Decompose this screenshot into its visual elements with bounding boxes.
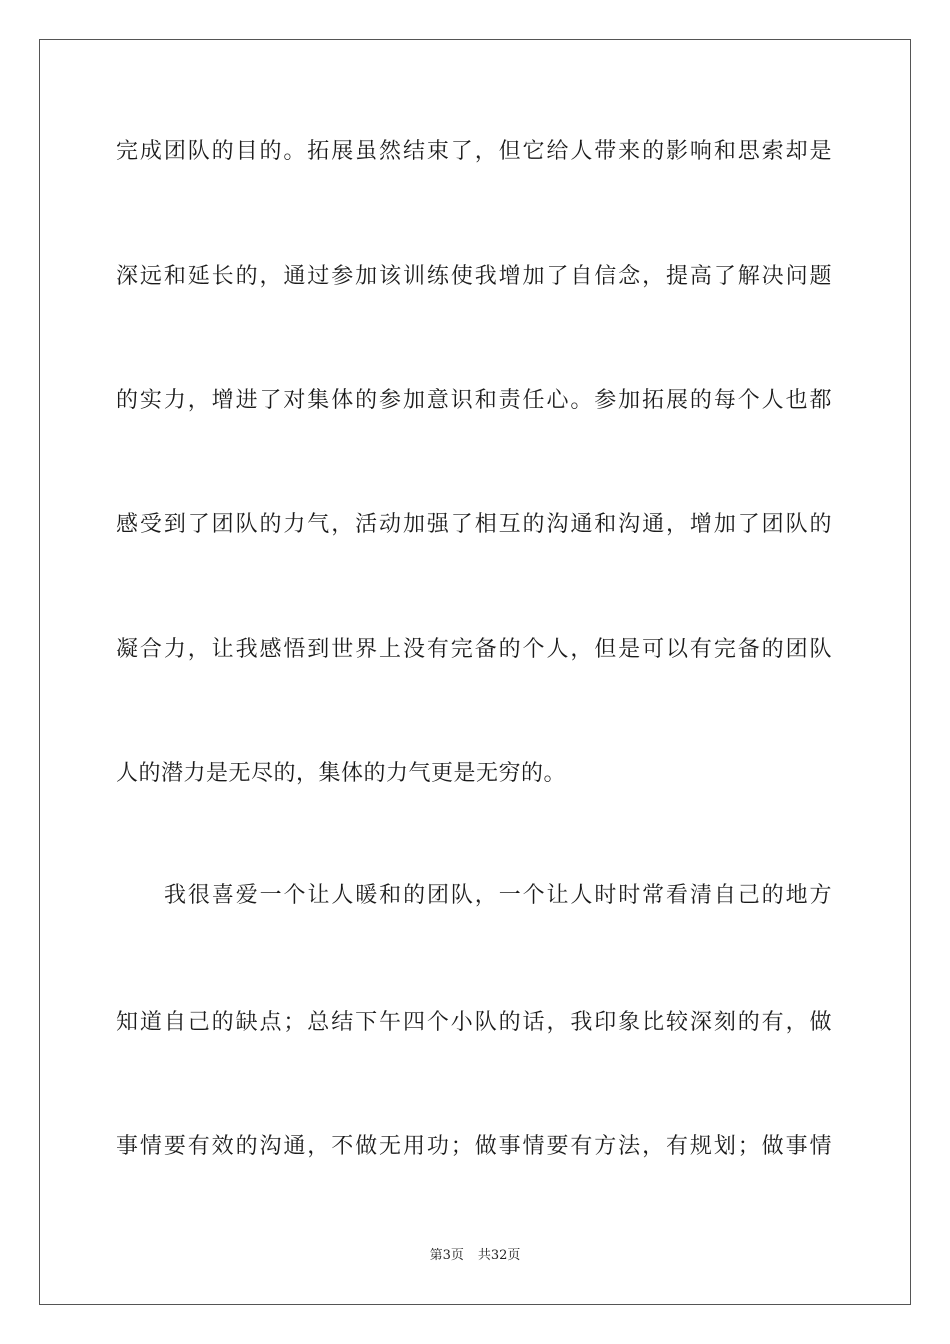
- text-line: 深远和延长的，通过参加该训练使我增加了自信念，提高了解决问题: [116, 264, 832, 289]
- text-line: 的实力，增进了对集体的参加意识和责任心。参加拓展的每个人也都: [116, 388, 832, 413]
- text-line: 完成团队的目的。拓展虽然结束了，但它给人带来的影响和思索却是: [116, 139, 832, 164]
- text-line: 感受到了团队的力气，活动加强了相互的沟通和沟通，增加了团队的: [116, 512, 832, 537]
- page-border: [39, 39, 911, 1305]
- text-line: 凝合力，让我感悟到世界上没有完备的个人，但是可以有完备的团队: [116, 637, 832, 662]
- page-number: 第3页: [429, 1248, 464, 1263]
- text-line: 人的潜力是无尽的，集体的力气更是无穷的。: [116, 761, 567, 786]
- page-total: 共32页: [477, 1248, 521, 1263]
- paragraph-first-line: 我很喜爱一个让人暖和的团队，一个让人时时常看清自己的地方: [164, 883, 832, 908]
- text-line: 知道自己的缺点；总结下午四个小队的话，我印象比较深刻的有，做: [116, 1010, 832, 1035]
- page-footer: [0, 1247, 950, 1265]
- text-line: 事情要有效的沟通，不做无用功；做事情要有方法，有规划；做事情: [116, 1134, 832, 1159]
